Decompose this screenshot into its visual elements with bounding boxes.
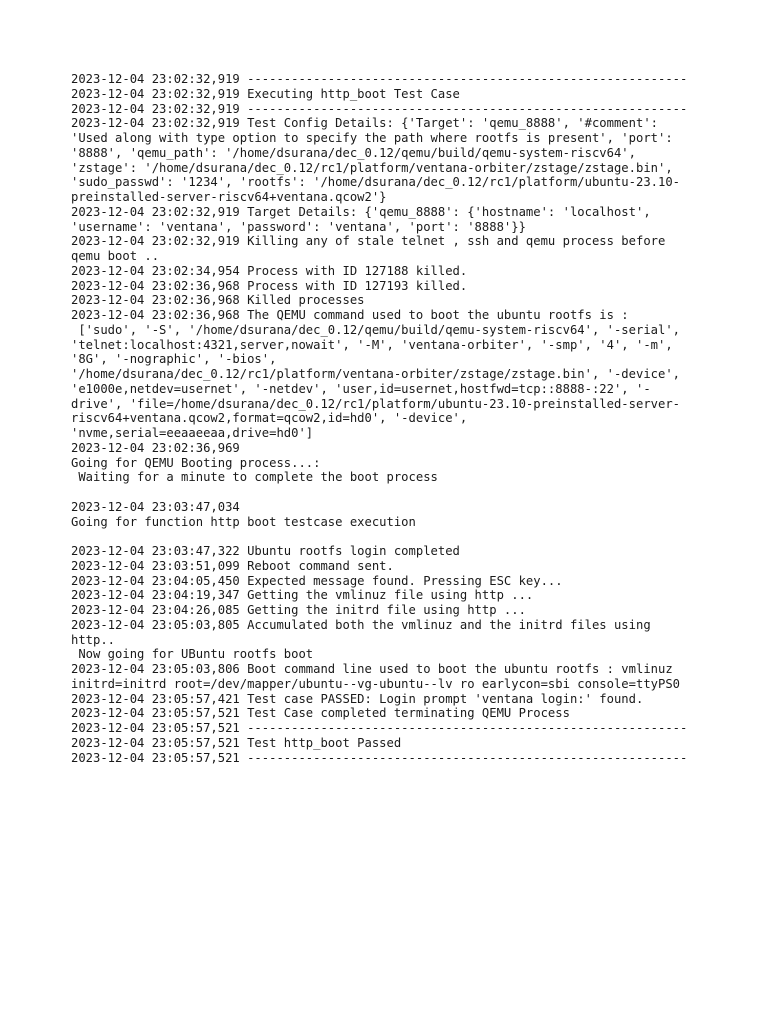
log-line — [71, 485, 711, 500]
log-line: 2023-12-04 23:05:03,806 Boot command line used to boot the ubuntu rootfs : vmlinuz — [71, 662, 673, 676]
log-line: 2023-12-04 23:02:32,919 ------------------------------------------------------------ — [71, 101, 688, 116]
log-line: 2023-12-04 23:03:47,322 Ubuntu rootfs login completed — [71, 544, 460, 558]
log-line: 'nvme,serial=eeaaeeaa,drive=hd0'] — [71, 426, 314, 440]
log-line: 'sudo_passwd': '1234', 'rootfs': '/home/dsurana/dec_0.12/rc1/platform/ubuntu-23.10- — [71, 175, 681, 190]
log-line: Going for QEMU Booting process...: — [71, 455, 321, 470]
log-line: 2023-12-04 23:05:57,521 ------------------------------------------------------------ — [71, 721, 688, 735]
log-line: 2023-12-04 23:04:26,085 Getting the initrd file using http ... — [71, 603, 526, 617]
log-line: 2023-12-04 23:02:32,919 ------------------------------------------------------------ — [71, 72, 688, 86]
log-line: 2023-12-04 23:05:57,421 Test case PASSED: Login prompt 'ventana login:' found. — [71, 691, 644, 706]
log-line: 2023-12-04 23:02:36,968 Killed processes — [71, 293, 365, 308]
log-line: 2023-12-04 23:02:32,919 Executing http_boot Test Case — [71, 86, 460, 101]
log-line: 'Used along with type option to specify the path where rootfs is present', 'port': — [71, 131, 673, 145]
log-line: '/home/dsurana/dec_0.12/rc1/platform/ventana-orbiter/zstage/zstage.bin', '-device', — [71, 367, 681, 381]
log-line: 2023-12-04 23:05:57,521 Test http_boot Passed — [71, 735, 402, 750]
log-line: 2023-12-04 23:05:03,805 Accumulated both the vmlinuz and the initrd files using — [71, 617, 651, 632]
log-line: 'telnet:localhost:4321,server,nowait', '-M', 'ventana-orbiter', '-smp', '4', '-m', — [71, 337, 673, 352]
log-line: 2023-12-04 23:02:32,919 Killing any of stale telnet , ssh and qemu process before — [71, 234, 666, 249]
log-line: 2023-12-04 23:03:47,034 — [71, 499, 240, 514]
log-line: ['sudo', '-S', '/home/dsurana/dec_0.12/qemu/build/qemu-system-riscv64', '-serial', — [71, 322, 681, 337]
log-text-block — [71, 72, 711, 765]
log-line: preinstalled-server-riscv64+ventana.qcow2'} — [71, 190, 387, 204]
log-line: 2023-12-04 23:02:36,968 Process with ID 127193 killed. — [71, 278, 468, 293]
log-line — [71, 529, 711, 544]
log-line: Going for function http boot testcase execution — [71, 514, 416, 529]
log-line: '8888', 'qemu_path': '/home/dsurana/dec_0.12/qemu/build/qemu-system-riscv64', — [71, 145, 636, 160]
log-line: 'username': 'ventana', 'password': 'ventana', 'port': '8888'}} — [71, 219, 526, 234]
log-line: drive', 'file=/home/dsurana/dec_0.12/rc1/platform/ubuntu-23.10-preinstalled-server- — [71, 396, 681, 411]
log-line: qemu boot .. — [71, 249, 160, 263]
log-line: 2023-12-04 23:03:51,099 Reboot command sent. — [71, 558, 394, 573]
log-line: 'e1000e,netdev=usernet', '-netdev', 'user,id=usernet,hostfwd=tcp::8888-:22', '- — [71, 381, 651, 396]
log-line: riscv64+ventana.qcow2,format=qcow2,id=hd0', '-device', — [71, 411, 468, 426]
log-line: 'zstage': '/home/dsurana/dec_0.12/rc1/platform/ventana-orbiter/zstage/zstage.bin', — [71, 160, 673, 175]
log-line: 2023-12-04 23:05:57,521 Test Case completed terminating QEMU Process — [71, 706, 570, 721]
log-line: 2023-12-04 23:02:36,968 The QEMU command used to boot the ubuntu rootfs is : — [71, 308, 629, 322]
log-line: '8G', '-nographic', '-bios', — [71, 352, 277, 367]
log-line: http.. — [71, 632, 116, 647]
log-line: initrd=initrd root=/dev/mapper/ubuntu--vg-ubuntu--lv ro earlycon=sbi console=ttyPS0 — [71, 676, 681, 691]
log-line: 2023-12-04 23:04:05,450 Expected message found. Pressing ESC key... — [71, 573, 563, 588]
log-line: 2023-12-04 23:05:57,521 ------------------------------------------------------------ — [71, 750, 688, 765]
log-line: 2023-12-04 23:02:36,969 — [71, 440, 240, 455]
log-line: 2023-12-04 23:02:32,919 Test Config Details: {'Target': 'qemu_8888', '#comment': — [71, 116, 658, 131]
log-line: 2023-12-04 23:02:32,919 Target Details: {'qemu_8888': {'hostname': 'localhost', — [71, 204, 651, 219]
log-line: 2023-12-04 23:02:34,954 Process with ID 127188 killed. — [71, 263, 468, 278]
log-line: Waiting for a minute to complete the boot process — [71, 470, 438, 485]
log-line: Now going for UBuntu rootfs boot — [71, 647, 314, 662]
log-line: 2023-12-04 23:04:19,347 Getting the vmlinuz file using http ... — [71, 588, 534, 603]
